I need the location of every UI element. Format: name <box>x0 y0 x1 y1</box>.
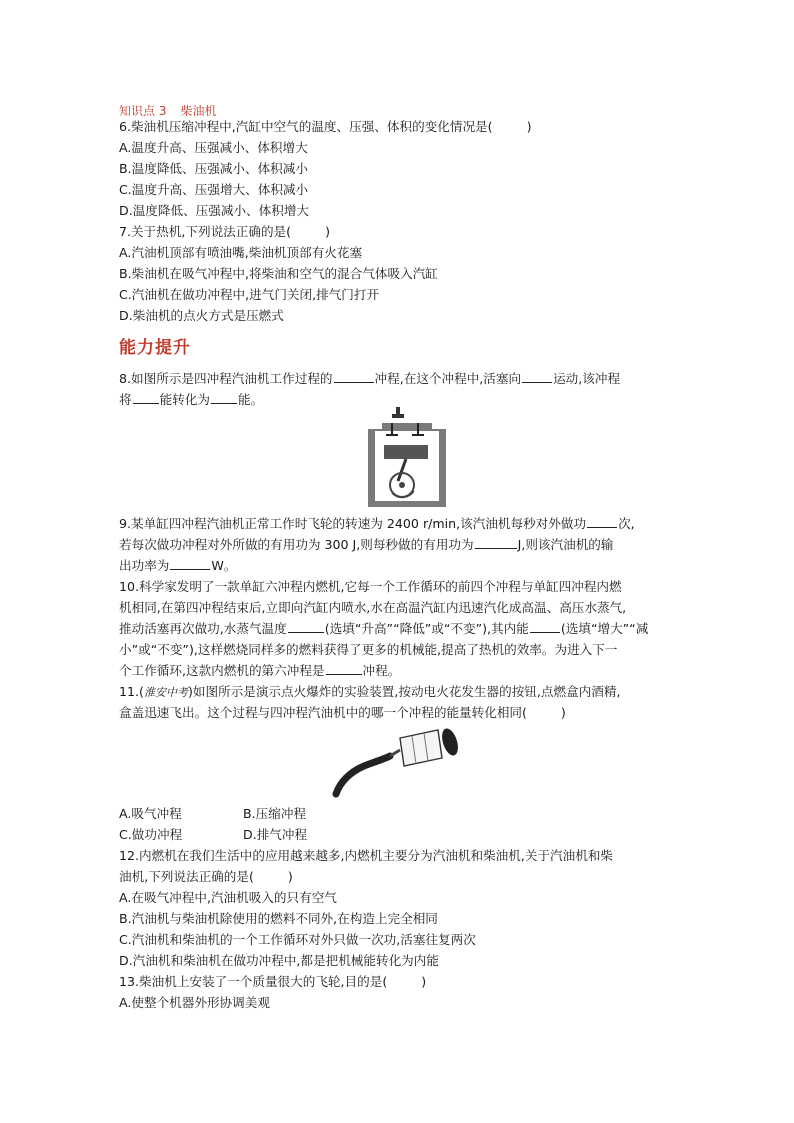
q12-option-a: A.在吸气冲程中,汽油机吸入的只有空气 <box>119 890 337 905</box>
q7-option-a: A.汽油机顶部有喷油嘴,柴油机顶部有火花塞 <box>119 245 363 260</box>
q11-option-b: B.压缩冲程 <box>243 806 307 821</box>
q6-option-b: B.温度降低、压强减小、体积减小 <box>119 161 308 176</box>
q11-options-row-2 <box>119 825 307 845</box>
q9-line-2: 若每次做功冲程对外所做的有用功为 300 J,则每秒做的有用功为 J,则该汽油机的输 <box>119 537 614 552</box>
q11-line-2: 盒盖迅速飞出。这个过程与四冲程汽油机中的哪一个冲程的能量转化相同( ) <box>119 705 566 720</box>
q13-option-a: A.使整个机器外形协调美观 <box>119 995 270 1010</box>
q11-line-1: 11.(淮安中考)如图所示是演示点火爆炸的实验装置,按动电火花发生器的按钮,点燃盒内酒精, <box>119 684 621 699</box>
knowledge-point-label: 知识点 3 <box>119 104 167 118</box>
q7-option-d: D.柴油机的点火方式是压燃式 <box>119 308 284 323</box>
q11-option-a: A.吸气冲程 <box>119 806 182 821</box>
engine-cylinder-figure <box>362 405 452 515</box>
q10-line-4: 小”或“不变”),这样燃烧同样多的燃料获得了更多的机械能,提高了热机的效率。为进入下一 <box>119 642 618 657</box>
ignition-device-figure <box>328 720 468 800</box>
section-heading-ability: 能力提升 <box>119 338 191 358</box>
q12-option-c: C.汽油机和柴油机的一个工作循环对外只做一次功,活塞往复两次 <box>119 932 476 947</box>
knowledge-point-title: 柴油机 <box>180 104 217 118</box>
q10-line-5: 个工作循环,这款内燃机的第六冲程是 冲程。 <box>119 663 401 678</box>
q8-line-2: 将 能转化为 能。 <box>119 392 264 407</box>
q10-line-1: 10.科学家发明了一款单缸六冲程内燃机,它每一个工作循环的前四个冲程与单缸四冲程内燃 <box>119 579 622 594</box>
q12-line-2: 油机,下列说法正确的是( ) <box>119 869 293 884</box>
q10-line-3: 推动活塞再次做功,水蒸气温度 (选填“升高”“降低”或“不变”),其内能 (选填“增大”“减 <box>119 621 649 636</box>
q9-line-1: 9.某单缸四冲程汽油机正常工作时飞轮的转速为 2400 r/min,该汽油机每秒对外做功 次, <box>119 516 635 531</box>
q7-option-c: C.汽油机在做功冲程中,进气门关闭,排气门打开 <box>119 287 380 302</box>
q9-line-3: 出功率为 W。 <box>119 558 237 573</box>
q6-option-c: C.温度升高、压强增大、体积减小 <box>119 182 309 197</box>
q13-stem: 13.柴油机上安装了一个质量很大的飞轮,目的是( ) <box>119 974 427 989</box>
q6-stem: 6.柴油机压缩冲程中,汽缸中空气的温度、压强、体积的变化情况是( ) <box>119 119 532 134</box>
q7-option-b: B.柴油机在吸气冲程中,将柴油和空气的混合气体吸入汽缸 <box>119 266 438 281</box>
q12-option-d: D.汽油机和柴油机在做功冲程中,都是把机械能转化为内能 <box>119 953 439 968</box>
q11-option-d: D.排气冲程 <box>243 827 308 842</box>
q8-line-1: 8.如图所示是四冲程汽油机工作过程的 冲程,在这个冲程中,活塞向 运动,该冲程 <box>119 371 621 386</box>
q12-line-1: 12.内燃机在我们生活中的应用越来越多,内燃机主要分为汽油机和柴油机,关于汽油机和柴 <box>119 848 614 863</box>
q6-option-a: A.温度升高、压强减小、体积增大 <box>119 140 308 155</box>
q11-source: 淮安中考 <box>143 686 188 699</box>
q11-options-row-1 <box>119 804 306 824</box>
q7-stem: 7.关于热机,下列说法正确的是( ) <box>119 224 330 239</box>
q12-option-b: B.汽油机与柴油机除使用的燃料不同外,在构造上完全相同 <box>119 911 438 926</box>
q11-option-c: C.做功冲程 <box>119 827 183 842</box>
q6-option-d: D.温度降低、压强减小、体积增大 <box>119 203 310 218</box>
q10-line-2: 机相同,在第四冲程结束后,立即向汽缸内喷水,水在高温汽缸内迅速汽化成高温、高压水蒸气, <box>119 600 627 615</box>
